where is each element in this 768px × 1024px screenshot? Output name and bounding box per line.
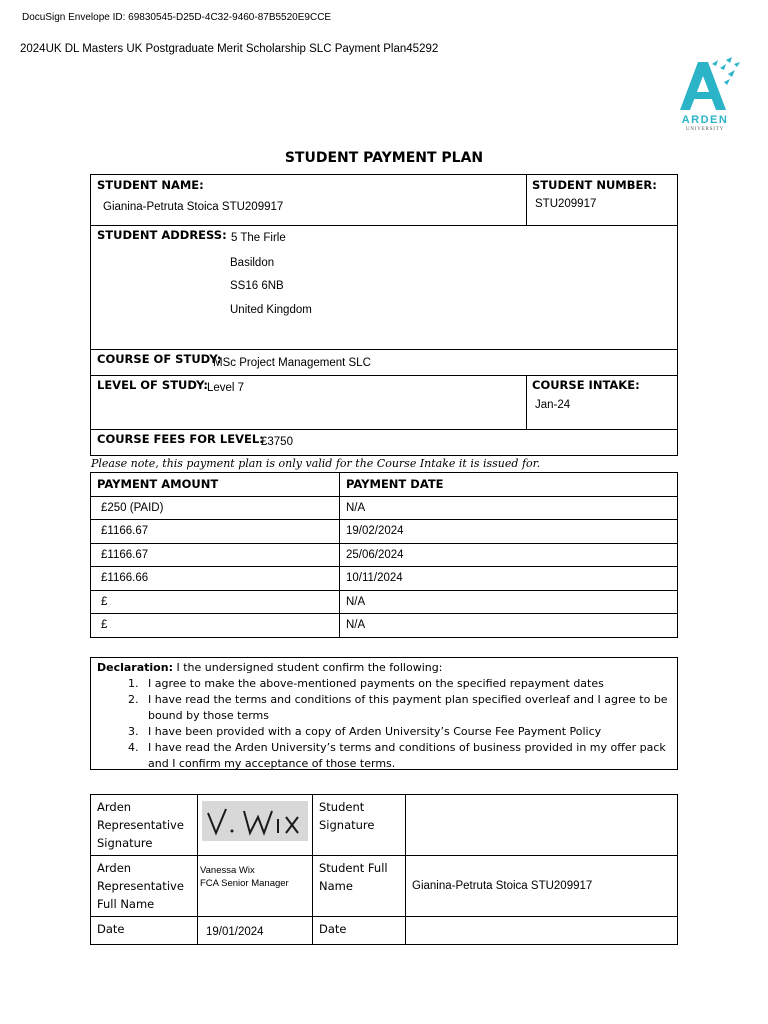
- plan-name: 2024UK DL Masters UK Postgraduate Merit Scholarship SLC Payment Plan45292: [20, 43, 439, 55]
- payment-date: N/A: [340, 590, 678, 614]
- student-name-value: Gianina-Petruta Stoica STU209917: [103, 201, 284, 213]
- logo-text: ARDEN: [681, 114, 729, 126]
- logo-subtext: UNIVERSITY: [686, 127, 724, 132]
- student-address-label: STUDENT ADDRESS:: [97, 228, 227, 242]
- payment-date: 19/02/2024: [340, 520, 678, 544]
- student-full-name: Gianina-Petruta Stoica STU209917: [406, 856, 678, 917]
- student-full-name-label: Student Full Name: [313, 856, 406, 917]
- student-number-label: STUDENT NUMBER:: [532, 178, 657, 192]
- student-signature-field[interactable]: [406, 795, 678, 856]
- arden-logo: [668, 56, 742, 132]
- student-date-field[interactable]: [406, 917, 678, 945]
- address-line-3: SS16 6NB: [230, 280, 284, 292]
- level-of-study-value: Level 7: [207, 382, 245, 394]
- payment-amount-header: PAYMENT AMOUNT: [91, 473, 340, 497]
- payment-date: 10/11/2024: [340, 567, 678, 591]
- rep-title: FCA Senior Manager: [200, 878, 289, 889]
- payment-amount: £1166.66: [91, 567, 340, 591]
- course-fees-label: COURSE FEES FOR LEVEL:: [97, 432, 264, 446]
- envelope-id: DocuSign Envelope ID: 69830545-D25D-4C32-9460-87B5520E9CCE: [22, 12, 332, 23]
- declaration-item: 2. I have read the terms and conditions of this payment plan specified overleaf and I agree to be bound by those terms: [142, 692, 671, 724]
- payment-amount: £: [91, 614, 340, 638]
- declaration-intro: [97, 660, 671, 676]
- validity-note: Please note, this payment plan is only valid for the Course Intake it is issued for.: [91, 457, 541, 470]
- address-line-2: Basildon: [230, 257, 275, 269]
- rep-full-name-label: Arden Representative Full Name: [91, 856, 198, 917]
- declaration-heading: Declaration:: [97, 661, 173, 674]
- rep-signature-label: Arden Representative Signature: [91, 795, 198, 856]
- rep-date: 19/01/2024: [198, 917, 313, 945]
- payment-date: 25/06/2024: [340, 543, 678, 567]
- address-line-4: United Kingdom: [230, 304, 312, 316]
- student-info-box: [90, 174, 678, 456]
- rep-full-name-cell: [198, 856, 313, 917]
- payment-table: [90, 472, 678, 638]
- course-intake-value: Jan-24: [535, 399, 571, 411]
- page-title: STUDENT PAYMENT PLAN: [284, 150, 484, 166]
- rep-date-label: Date: [91, 917, 198, 945]
- table-header-row: [91, 473, 678, 497]
- level-of-study-label: LEVEL OF STUDY:: [97, 378, 209, 392]
- rep-signature-image: [202, 801, 308, 841]
- payment-amount: £1166.67: [91, 543, 340, 567]
- course-of-study-label: COURSE OF STUDY:: [97, 352, 222, 366]
- declaration-item: 1. I agree to make the above-mentioned payments on the specified repayment dates: [142, 676, 671, 692]
- payment-amount: £: [91, 590, 340, 614]
- student-name-label: STUDENT NAME:: [97, 178, 204, 192]
- payment-date: N/A: [340, 496, 678, 520]
- declaration-intro-text: I the undersigned student confirm the following:: [172, 661, 443, 674]
- student-number-value: STU209917: [535, 198, 597, 210]
- student-signature-label: Student Signature: [313, 795, 406, 856]
- table-row: [91, 520, 678, 544]
- table-row: [91, 543, 678, 567]
- table-row: [91, 567, 678, 591]
- declaration-item: 3. I have been provided with a copy of Arden University’s Course Fee Payment Policy: [142, 724, 671, 740]
- payment-date-header: PAYMENT DATE: [340, 473, 678, 497]
- student-date-label: Date: [313, 917, 406, 945]
- declaration-list: [142, 676, 671, 772]
- payment-amount: £250 (PAID): [91, 496, 340, 520]
- table-row: [91, 590, 678, 614]
- payment-date: N/A: [340, 614, 678, 638]
- rep-name: Vanessa Wix: [200, 865, 255, 876]
- course-of-study-value: MSc Project Management SLC: [213, 357, 371, 369]
- rep-signature-cell: [198, 795, 313, 856]
- address-line-1: 5 The Firle: [231, 232, 286, 244]
- signature-table: [90, 794, 678, 945]
- course-intake-label: COURSE INTAKE:: [532, 378, 640, 392]
- declaration-box: [90, 657, 678, 770]
- table-row: [91, 496, 678, 520]
- course-fees-value: £3750: [261, 436, 293, 448]
- payment-amount: £1166.67: [91, 520, 340, 544]
- table-row: [91, 614, 678, 638]
- declaration-item: 4. I have read the Arden University’s terms and conditions of business provided in my offer pack and I confirm my acceptance of those terms.: [142, 740, 671, 772]
- arden-logo-icon: [668, 56, 742, 132]
